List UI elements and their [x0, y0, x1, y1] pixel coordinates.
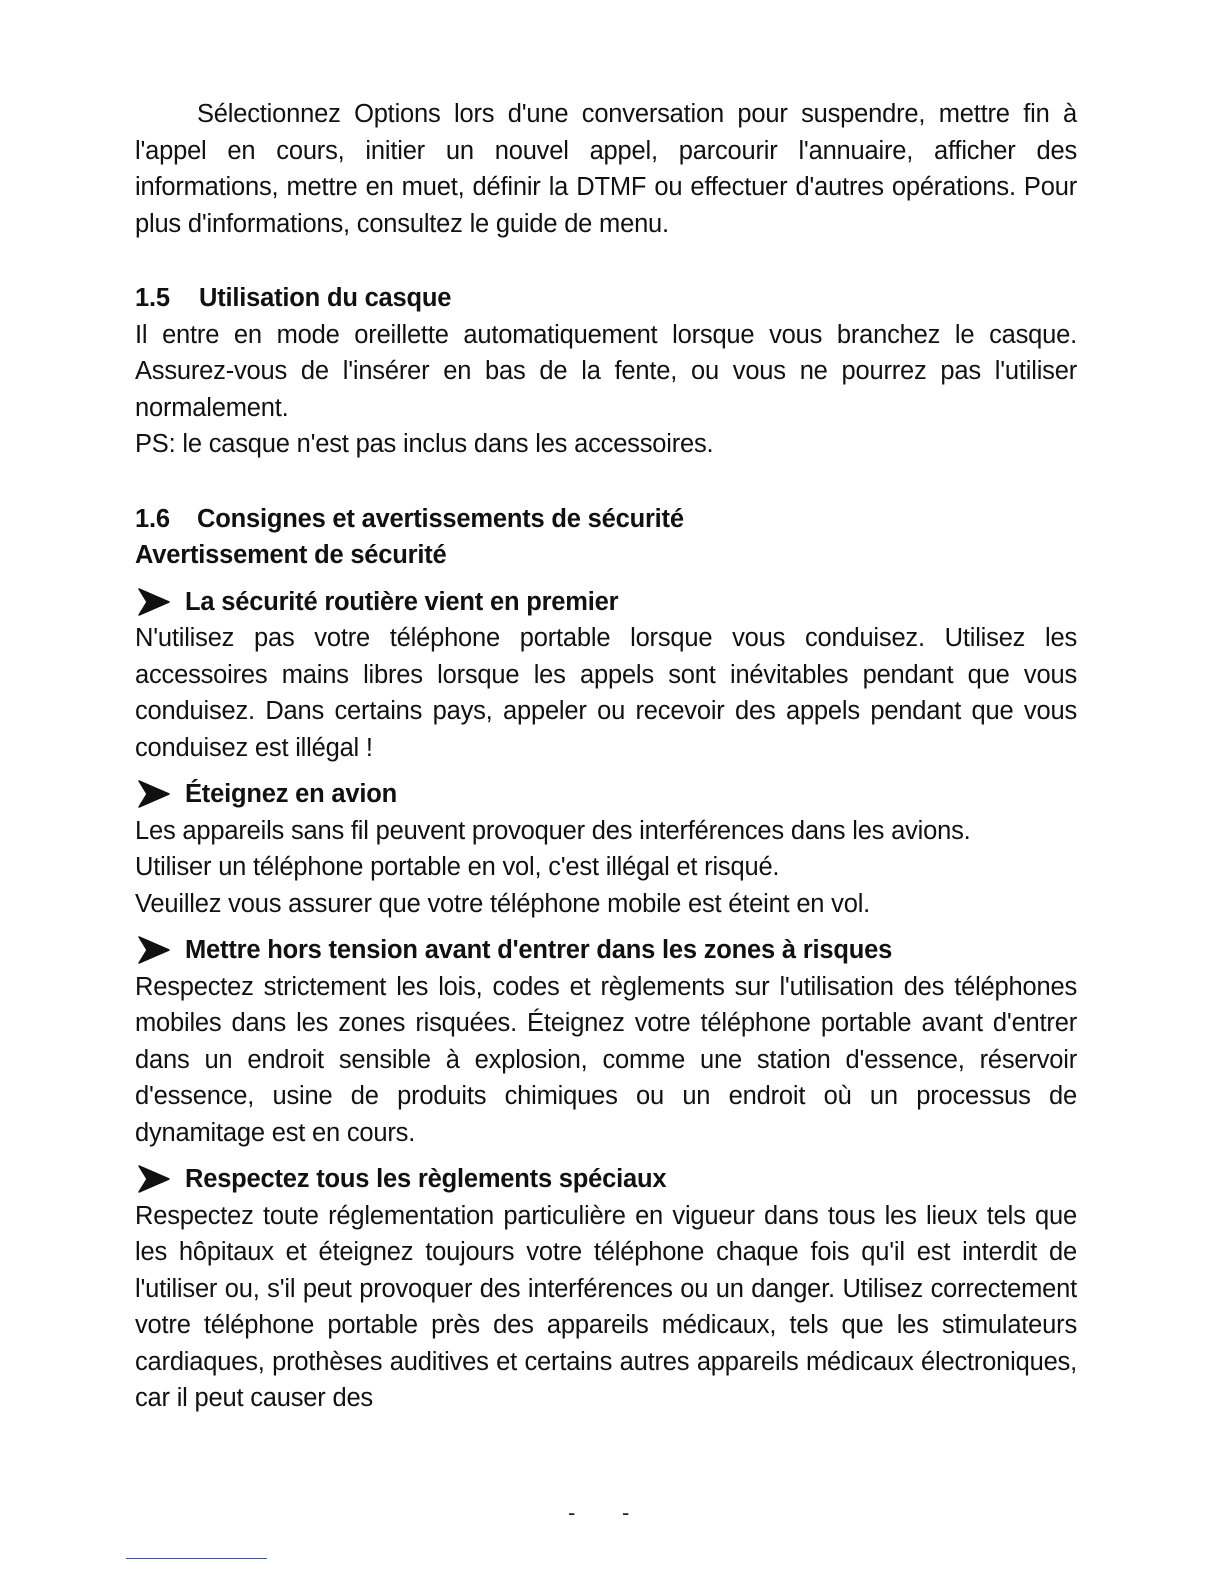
document-page [135, 96, 1077, 1417]
safety-item-paragraph: Respectez toute réglementation particulière en vigueur dans tous les lieux tels que les hôpitaux et éteignez toujours votre téléphone chaque fois qu'il est interdit de l'utiliser ou, s'il peut provoquer des interférences ou un danger. Utilisez correctement votre téléphone portable près des appareils médicaux, tels que les stimulateurs cardiaques, prothèses auditives et certains autres appareils médicaux électroniques, car il peut causer des [135, 1201, 1077, 1412]
section-1-6-heading [135, 501, 1077, 538]
safety-item-heading [135, 584, 1077, 621]
arrow-bullet-icon [135, 932, 185, 968]
section-1-5-heading [135, 280, 1077, 317]
page-marker-left: - [568, 1500, 576, 1525]
safety-item-title: La sécurité routière vient en premier [185, 587, 619, 616]
safety-item-paragraph: Les appareils sans fil peuvent provoquer des interférences dans les avions. [135, 816, 971, 845]
safety-item-title: Respectez tous les règlements spéciaux [185, 1165, 667, 1193]
safety-item-heading [135, 1161, 1077, 1198]
page-marker-right: - [622, 1500, 630, 1525]
safety-item-paragraph: N'utilisez pas votre téléphone portable lorsque vous conduisez. Utilisez les accessoires mains libres lorsque les appels sont inévitables pendant que vous conduisez. Dans certains pays, appeler ou recevoir des appels pendant que vous conduisez est illégal ! [135, 624, 1077, 762]
section-1-5-number: 1.5 [135, 284, 170, 312]
section-1-5-note: PS: le casque n'est pas inclus dans les accessoires. [135, 430, 714, 458]
arrow-bullet-icon [135, 776, 185, 812]
footnote-divider [126, 1558, 267, 1559]
safety-item-title: Éteignez en avion [185, 780, 397, 808]
safety-item-heading [135, 932, 1077, 969]
safety-item-heading [135, 776, 1077, 813]
safety-warning-subtitle: Avertissement de sécurité [135, 541, 447, 569]
section-1-6-title: Consignes et avertissements de sécurité [197, 504, 684, 533]
section-1-5-title: Utilisation du casque [199, 284, 452, 312]
safety-item-paragraph: Veuillez vous assurer que votre téléphone mobile est éteint en vol. [135, 889, 871, 918]
intro-paragraph: Sélectionnez Options lors d'une conversation pour suspendre, mettre fin à l'appel en cours, initier un nouvel appel, parcourir l'annuaire, afficher des informations, mettre en muet, définir la DTMF ou effectuer d'autres opérations. Pour plus d'informations, consultez le guide de menu. [135, 100, 1077, 238]
section-1-5-paragraph: Il entre en mode oreillette automatiquement lorsque vous branchez le casque. Assurez-vous de l'insérer en bas de la fente, ou vous ne pourrez pas l'utiliser normalement. [135, 320, 1077, 422]
safety-item-paragraph: Respectez strictement les lois, codes et règlements sur l'utilisation des téléphones mobiles dans les zones risquées. Éteignez votre téléphone portable avant d'entrer dans un endroit sensible à explosion, comme une station d'essence, réservoir d'essence, usine de produits chimiques ou un endroit où un processus de dynamitage est en cours. [135, 972, 1077, 1147]
safety-item-title: Mettre hors tension avant d'entrer dans les zones à risques [185, 936, 893, 964]
section-1-6-number: 1.6 [135, 504, 170, 533]
safety-item-paragraph: Utiliser un téléphone portable en vol, c'est illégal et risqué. [135, 853, 780, 881]
arrow-bullet-icon [135, 584, 185, 620]
arrow-bullet-icon [135, 1161, 185, 1197]
